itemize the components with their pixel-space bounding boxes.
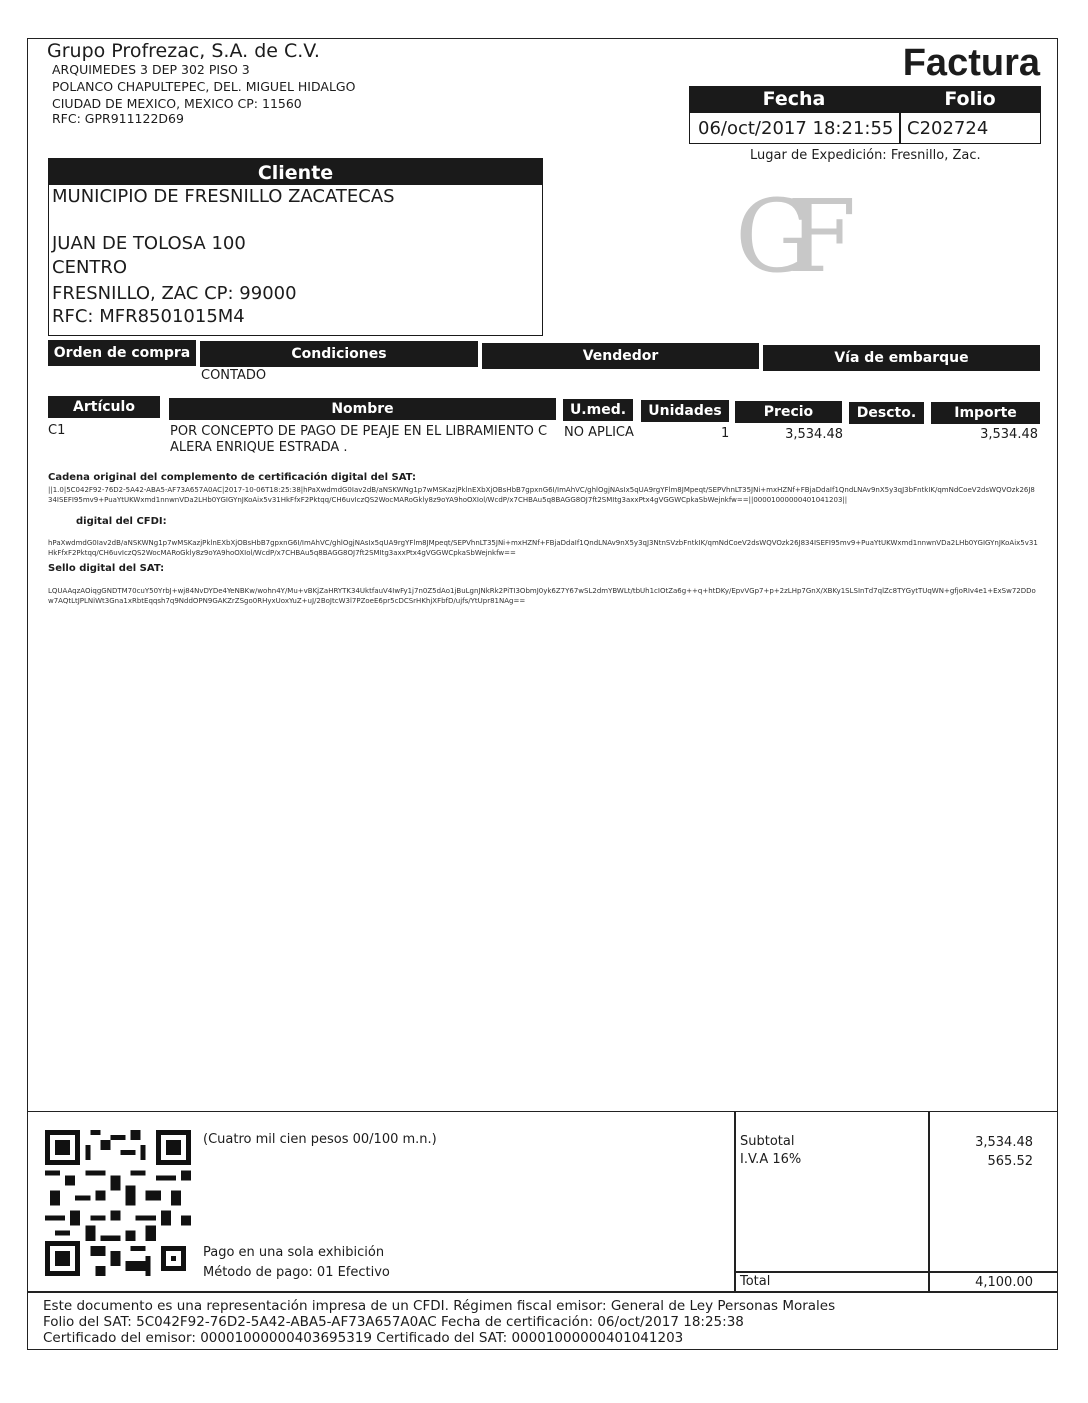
subtotal-label: Subtotal [740,1134,795,1149]
vendedor-header: Vendedor [482,343,759,369]
condiciones-header: Condiciones [200,341,478,367]
fecha-header: Fecha [689,86,899,113]
item-importe: 3,534.48 [980,427,1038,442]
cadena-original-title: Cadena original del complemento de certificación digital del SAT: [48,472,416,483]
folio-header: Folio [899,86,1041,113]
nombre-header: Nombre [169,398,556,420]
sello-cfdi-text: hPaXwdmdG0Iav2dB/aNSKWNg1p7wMSKazjPklnEXbXjOBsHbB7gpxnG6I/ImAhVC/ghlOgjNAsIx5qUA9rgYFlm8JMpeqt/SEPVhnLT35JNi+mxHZNf+FBjaDdaIf1QndLNAv9nX5y3qJ3NtnSVzbFntkIK/qmNdCoeV2dsWQVOzk26J834ISEFI95mv9+PuaYtUKWxmd1nnwnVDa2LHb0YGIGYnJKoAix5v31HkFfxF2Pktqq/CH6uvIczQS2WocMARoGkly8z9oYA9hoOXIol/WcdP/x7CHBAu5q8BAGG8OJ7ft2SMItg3axxPtx4gVGGWCpkaSbWejnkfw== [48,539,1038,557]
footer-divider [27,1291,1058,1293]
articulo-header: Artículo [48,396,160,418]
umed-header: U.med. [563,399,633,421]
orden-compra-header: Orden de compra [48,340,196,366]
totals-divider-right [928,1112,930,1292]
cliente-street: JUAN DE TOLOSA 100 [52,233,246,254]
amount-in-words: (Cuatro mil cien pesos 00/100 m.n.) [203,1132,437,1147]
cliente-name: MUNICIPIO DE FRESNILLO ZACATECAS [52,186,395,207]
item-unidades: 1 [721,426,730,441]
company-logo-watermark: GF [735,178,829,295]
lugar-expedicion: Lugar de Expedición: Fresnillo, Zac. [750,148,981,163]
sello-cfdi-title: digital del CFDI: [76,516,167,527]
cadena-original-text: ||1.0|5C042F92-76D2-5A42-ABA5-AF73A657A0AC|2017-10-06T18:25:38|hPaXwdmdG0Iav2dB/aNSKWNg1p7wMSKazjPklnEXbXjOBsHbB7gpxnG6I/ImAhVC/ghlOgjNAsIx5qUA9rgYFlm8JMpeqt/SEPVhnLT35JNi+mxHZNf+FBjaDdaIf1QndLNAv9nX5y3qJ3bFntkIK/qmNdCoeV2dsWQVOzk26J834ISEFI95mv9+PuaYtUKWxmd1nnwnVDa2LHb0YGIGYnJKoAix5v31HkFfxF2Pktqq/CH6uvIczQS2WocMARoGkly8z9oYA9hoOXIol/WcdP/x7CHBAu5q8BAGG8OJ7ft2SMItg3axxPtx4gVGGWCpkaSbWejnkfw==||00001000000401041203|| [48,486,1035,504]
iva-value: 565.52 [987,1154,1033,1169]
certificados: Certificado del emisor: 00001000000403695319 Certificado del SAT: 00001000000401041203 [43,1330,684,1346]
payment-form: Pago en una sola exhibición [203,1245,385,1260]
total-row-divider [735,1271,1058,1273]
condiciones-value: CONTADO [201,368,267,383]
sello-sat-title: Sello digital del SAT: [48,563,165,574]
unidades-header: Unidades [641,400,729,422]
cliente-city: FRESNILLO, ZAC CP: 99000 [52,283,297,304]
cliente-header: Cliente [48,158,543,185]
issuer-address-1: ARQUIMEDES 3 DEP 302 PISO 3 [52,62,250,77]
payment-method: Método de pago: 01 Efectivo [203,1265,390,1280]
precio-header: Precio [735,401,842,423]
iva-label: I.V.A 16% [740,1152,802,1167]
issuer-address-3: CIUDAD DE MEXICO, MEXICO CP: 11560 [52,96,302,111]
item-precio: 3,534.48 [785,427,843,442]
issuer-rfc: RFC: GPR911122D69 [52,111,184,126]
folio-value: C202724 [907,118,989,139]
descto-header: Descto. [849,402,924,424]
item-nombre-line-2: ALERA ENRIQUE ESTRADA . [170,440,348,455]
importe-header: Importe [931,402,1040,424]
cliente-colonia: CENTRO [52,257,128,278]
document-title: Factura [902,42,1040,84]
total-value: 4,100.00 [975,1275,1033,1290]
subtotal-value: 3,534.48 [975,1135,1033,1150]
issuer-address-2: POLANCO CHAPULTEPEC, DEL. MIGUEL HIDALGO [52,79,356,94]
cliente-rfc: RFC: MFR8501015M4 [52,306,245,327]
item-umed: NO APLICA [564,425,634,440]
sello-sat-text: LQUAAqzAOiqgGNDTM70cuY50YrbJ+wj84NvDYDe4YeNBKw/wohn4Y/Mu+vBKjZaHRYTK34UktfauV4IwFy1j7n0Z5dAo1jBuLgnJNkRk2PiTI3ObmJ0yk6Z7Y67wSL2dmYBWLt/tbUh1cIOtZa6g++q+htDKy/EpvVGp7+p+2zLHp7GnX/XBKy1SLSInTd7qlZc8TYGytTUqWN+gfjoRIv4e1+ExSw72DDow7AQtLtJPLNiWt3Gna1xRbtEqqsh7q9NddOPN9GAKZrZSgo0RHyxUoxYuZ+uJ/2BoJtcW3l7PZoeE6pr5cDCSrHKhjXFbfD/ujfs/YtUpr81NAg== [48,587,1036,605]
folio-divider [899,113,901,144]
issuer-name: Grupo Profrezac, S.A. de C.V. [47,40,320,62]
fecha-value: 06/oct/2017 18:21:55 [698,118,894,139]
item-nombre-line-1: POR CONCEPTO DE PAGO DE PEAJE EN EL LIBRAMIENTO C [170,424,548,439]
folio-sat: Folio del SAT: 5C042F92-76D2-5A42-ABA5-AF73A657A0AC Fecha de certificación: 06/oct/2017 18:25:38 [43,1314,744,1330]
qr-code-icon [45,1128,191,1278]
via-embarque-header: Vía de embarque [763,345,1040,371]
cfdi-notice: Este documento es una representación impresa de un CFDI. Régimen fiscal emisor: General de Ley Personas Morales [43,1298,836,1314]
totals-divider-left [734,1112,736,1292]
total-label: Total [740,1274,771,1289]
item-articulo: C1 [48,423,66,438]
